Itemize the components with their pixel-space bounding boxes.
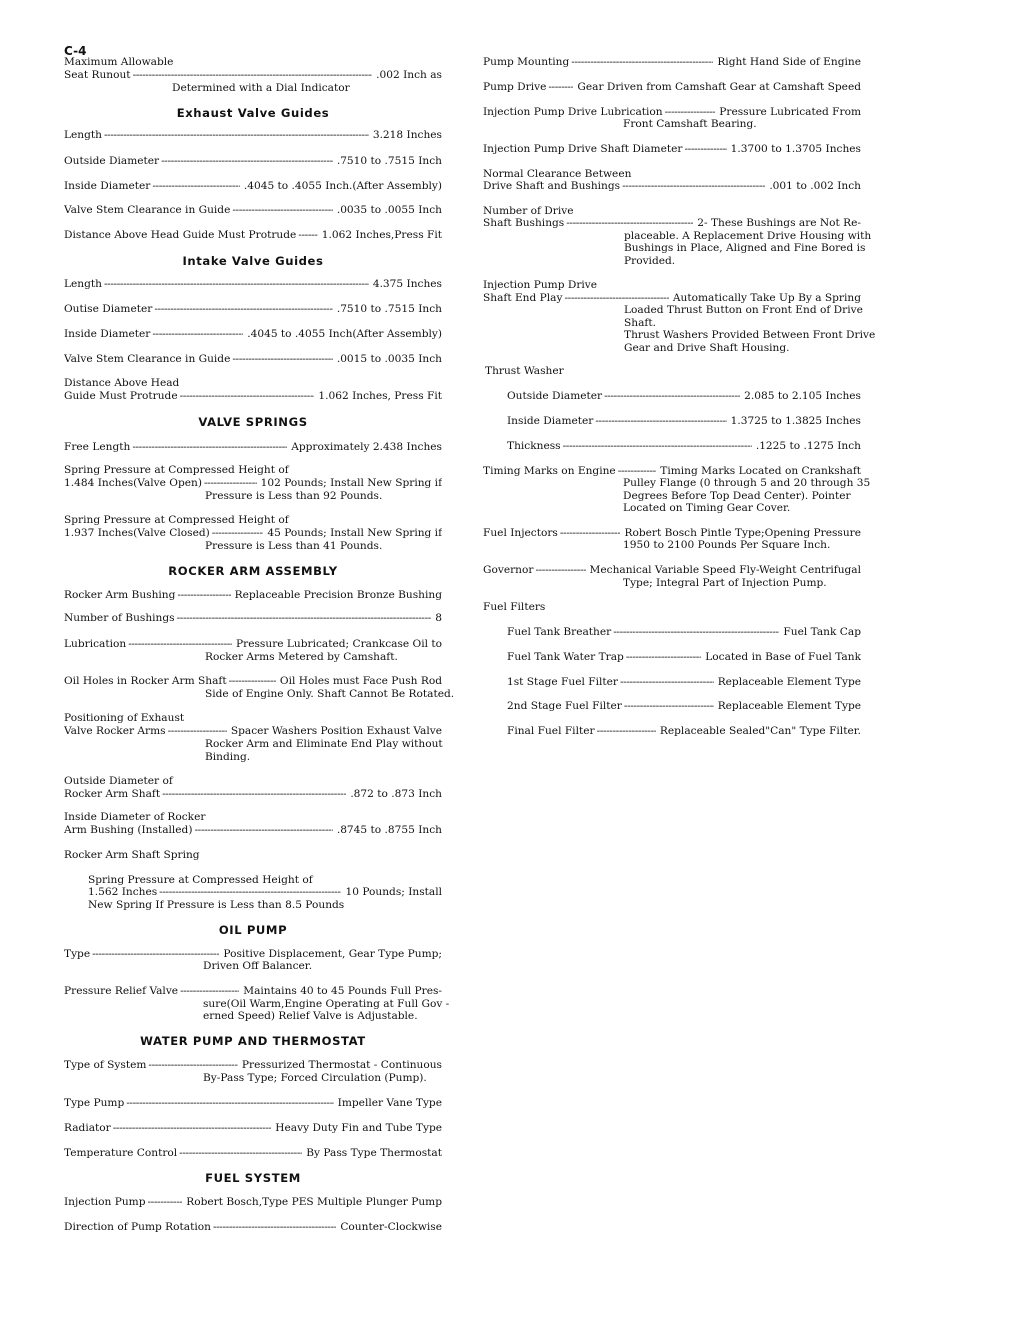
final-filter-row <box>507 725 861 738</box>
tw-thickness-row <box>507 440 861 453</box>
system-type-cont: By-Pass Type; Forced Circulation (Pump). <box>203 1072 427 1084</box>
spec-value: 102 Pounds; Install New Spring if <box>260 477 442 489</box>
spec-label: Guide Must Protrude <box>64 390 178 402</box>
positioning-row <box>64 725 442 738</box>
spec-label: 1.937 Inches(Valve Closed) <box>64 527 210 539</box>
spec-value: .4045 to .4055 Inch(After Assembly) <box>247 328 442 340</box>
pump-drive-row <box>483 81 861 94</box>
spring-open-row <box>64 477 442 490</box>
spec-label: Type <box>64 948 91 960</box>
spec-label: Type Pump <box>64 1097 125 1109</box>
spec-value: Replaceable Precision Bronze Bushing <box>234 589 442 601</box>
rocker-bushing-row <box>64 589 442 602</box>
intake-heading: Intake Valve Guides <box>182 254 324 268</box>
fuel-injectors-row <box>483 527 861 540</box>
spec-label: Outside Diameter <box>507 390 603 402</box>
water-pump-heading: WATER PUMP AND THERMOSTAT <box>140 1034 366 1048</box>
water-trap-row <box>507 651 861 664</box>
spec-label: Lubrication <box>64 638 127 650</box>
shaft-spring-label: Rocker Arm Shaft Spring <box>64 849 200 861</box>
intake-inside-row <box>64 328 442 341</box>
spec-label: Inside Diameter <box>64 180 151 192</box>
positioning-cont2: Binding. <box>205 751 251 763</box>
spec-value: 1.062 Inches, Press Fit <box>318 390 442 402</box>
shaft-spring-pressure-label1: Spring Pressure at Compressed Height of <box>88 874 313 886</box>
spec-label: Timing Marks on Engine <box>483 465 616 477</box>
end-play-cont4: Gear and Drive Shaft Housing. <box>624 342 790 354</box>
spec-label: Distance Above Head Guide Must Protrude <box>64 229 297 241</box>
breather-row <box>507 626 861 639</box>
injection-pump-row <box>64 1196 442 1209</box>
spec-value: .4045 to .4055 Inch.(After Assembly) <box>243 180 442 192</box>
spec-value: Timing Marks Located on Crankshaft <box>660 465 861 477</box>
seat-runout-cont: Determined with a Dial Indicator <box>172 82 350 94</box>
drive-lubrication-cont: Front Camshaft Bearing. <box>623 118 757 130</box>
spec-label: Valve Rocker Arms <box>64 725 166 737</box>
spec-value: Robert Bosch Pintle Type;Opening Pressure <box>624 527 861 539</box>
shaft-spring-cont: New Spring If Pressure is Less than 8.5 Pounds <box>88 899 345 911</box>
oil-holes-cont: Side of Engine Only. Shaft Cannot Be Rotated. <box>205 688 455 700</box>
type-pump-row <box>64 1097 442 1110</box>
spec-value: Replaceable Element Type <box>717 700 861 712</box>
relief-valve-cont1: sure(Oil Warm,Engine Operating at Full Gov - <box>203 998 450 1010</box>
spec-value: Replaceable Element Type <box>717 676 861 688</box>
exhaust-heading: Exhaust Valve Guides <box>176 106 330 120</box>
spring-closed-row <box>64 527 442 540</box>
bush-id-row <box>64 824 442 837</box>
spec-label: Free Length <box>64 441 131 453</box>
intake-length-row <box>64 278 442 291</box>
spec-value: By Pass Type Thermostat <box>306 1147 442 1159</box>
oil-pump-heading: OIL PUMP <box>218 923 288 937</box>
spec-value: .0015 to .0035 Inch <box>336 353 442 365</box>
spec-value: Positive Displacement, Gear Type Pump; <box>223 948 442 960</box>
spec-label: Valve Stem Clearance in Guide <box>64 204 231 216</box>
spec-label: Inside Diameter <box>507 415 594 427</box>
spec-value: Heavy Duty Fin and Tube Type <box>275 1122 442 1134</box>
stage1-filter-row <box>507 676 861 689</box>
thrust-washer-label: Thrust Washer <box>485 365 564 377</box>
system-type-row <box>64 1059 442 1072</box>
intake-protrude-row <box>64 390 442 403</box>
num-bushings-row <box>64 612 442 625</box>
governor-cont: Type; Integral Part of Injection Pump. <box>623 577 827 589</box>
spec-value: 1.3700 to 1.3705 Inches <box>730 143 861 155</box>
pump-rotation-row <box>64 1221 442 1234</box>
spec-value: .7510 to .7515 Inch <box>336 303 442 315</box>
valve-springs-heading: VALVE SPRINGS <box>198 415 308 429</box>
spec-value: 8 <box>435 612 442 624</box>
spec-value: 1.3725 to 1.3825 Inches <box>730 415 861 427</box>
spec-value: 2.085 to 2.105 Inches <box>744 390 861 402</box>
spec-label: Fuel Tank Water Trap <box>507 651 624 663</box>
spec-value: Fuel Tank Cap <box>783 626 861 638</box>
spec-label: Injection Pump <box>64 1196 146 1208</box>
seat-runout-label1: Maximum Allowable <box>64 56 174 68</box>
shaft-od-row <box>64 788 442 801</box>
spec-value: Counter-Clockwise <box>340 1221 442 1233</box>
spec-label: Shaft Bushings <box>483 217 565 229</box>
fuel-injectors-cont: 1950 to 2100 Pounds Per Square Inch. <box>623 539 831 551</box>
page-number: C-4 <box>64 44 87 58</box>
oil-type-row <box>64 948 442 961</box>
spec-label: Rocker Arm Shaft <box>64 788 161 800</box>
spec-value: Mechanical Variable Speed Fly-Weight Centrifugal <box>589 564 861 576</box>
spec-label: Direction of Pump Rotation <box>64 1221 211 1233</box>
positioning-label1: Positioning of Exhaust <box>64 712 185 724</box>
drive-bushings-label1: Number of Drive <box>483 205 574 217</box>
timing-marks-cont3: Located on Timing Gear Cover. <box>623 502 791 514</box>
intake-outside-row <box>64 303 442 316</box>
spec-label: Rocker Arm Bushing <box>64 589 176 601</box>
spring-closed-cont: Pressure is Less than 41 Pounds. <box>205 540 383 552</box>
oil-holes-row <box>64 675 442 688</box>
timing-marks-cont1: Pulley Flange (0 through 5 and 20 through 35 <box>623 477 871 489</box>
spring-open-label1: Spring Pressure at Compressed Height of <box>64 464 289 476</box>
temp-control-row <box>64 1147 442 1160</box>
spec-value: .7510 to .7515 Inch <box>336 155 442 167</box>
radiator-row <box>64 1122 442 1135</box>
spec-value: Robert Bosch,Type PES Multiple Plunger Pump <box>186 1196 442 1208</box>
rocker-heading: ROCKER ARM ASSEMBLY <box>168 564 338 578</box>
intake-protrude-label1: Distance Above Head <box>64 377 180 389</box>
end-play-cont3: Thrust Washers Provided Between Front Drive <box>624 329 876 341</box>
timing-marks-row <box>483 465 861 478</box>
spec-label: Outise Diameter <box>64 303 153 315</box>
fuel-filters-label: Fuel Filters <box>483 601 546 613</box>
spec-label: Temperature Control <box>64 1147 178 1159</box>
free-length-row <box>64 441 442 454</box>
spec-label: Valve Stem Clearance in Guide <box>64 353 231 365</box>
tw-inside-row <box>507 415 861 428</box>
spec-value: .001 to .002 Inch <box>769 180 861 192</box>
shaft-spring-pressure-row <box>88 886 442 899</box>
timing-marks-cont2: Degrees Before Top Dead Center). Pointer <box>623 490 851 502</box>
spec-label: Thickness <box>507 440 561 452</box>
spec-value: Pressurized Thermostat - Continuous <box>241 1059 442 1071</box>
exhaust-inside-row <box>64 180 442 193</box>
spec-value: .002 Inch as <box>376 69 442 81</box>
spec-value: Approximately 2.438 Inches <box>291 441 442 453</box>
stage2-filter-row <box>507 700 861 713</box>
spec-value: 1.062 Inches,Press Fit <box>321 229 442 241</box>
spec-label: Arm Bushing (Installed) <box>64 824 193 836</box>
spec-label: Radiator <box>64 1122 111 1134</box>
tw-outside-row <box>507 390 861 403</box>
bush-id-label1: Inside Diameter of Rocker <box>64 811 206 823</box>
spec-value: Replaceable Sealed"Can" Type Filter. <box>659 725 861 737</box>
fuel-system-heading: FUEL SYSTEM <box>205 1171 301 1185</box>
rocker-lubrication-cont: Rocker Arms Metered by Camshaft. <box>205 651 398 663</box>
governor-row <box>483 564 861 577</box>
exhaust-protrude-row <box>64 229 442 242</box>
drive-lubrication-row <box>483 106 861 119</box>
exhaust-clearance-row <box>64 204 442 217</box>
spec-label: Oil Holes in Rocker Arm Shaft <box>64 675 227 687</box>
seat-runout-row <box>64 69 442 82</box>
spec-label: 1st Stage Fuel Filter <box>507 676 618 688</box>
exhaust-length-row <box>64 129 442 142</box>
intake-clearance-row <box>64 353 442 366</box>
exhaust-outside-row <box>64 155 442 168</box>
spec-value: .872 to .873 Inch <box>350 788 442 800</box>
pump-mounting-row <box>483 56 861 69</box>
spec-label: Injection Pump Drive Shaft Diameter <box>483 143 683 155</box>
spec-label: Pump Drive <box>483 81 547 93</box>
clearance-row <box>483 180 861 193</box>
spec-value: Maintains 40 to 45 Pounds Full Pres- <box>243 985 442 997</box>
spec-value: 3.218 Inches <box>372 129 442 141</box>
relief-valve-row <box>64 985 442 998</box>
spec-value: 2- These Bushings are Not Re- <box>697 217 861 229</box>
spec-value: Right Hand Side of Engine <box>717 56 861 68</box>
drive-bushings-cont2: Bushings in Place, Aligned and Fine Bored is <box>624 242 866 254</box>
spec-value: .8745 to .8755 Inch <box>336 824 442 836</box>
spec-label: Inside Diameter <box>64 328 151 340</box>
spec-value: Pressure Lubricated; Crankcase Oil to <box>236 638 442 650</box>
spec-value: .1225 to .1275 Inch <box>755 440 861 452</box>
spec-label: Outside Diameter <box>64 155 160 167</box>
spec-value: 4.375 Inches <box>372 278 442 290</box>
clearance-label1: Normal Clearance Between <box>483 168 632 180</box>
spec-label: Length <box>64 129 102 141</box>
drive-shaft-diameter-row <box>483 143 861 156</box>
spring-closed-label1: Spring Pressure at Compressed Height of <box>64 514 289 526</box>
spec-label: Pressure Relief Valve <box>64 985 179 997</box>
spec-label: Length <box>64 278 102 290</box>
oil-type-cont: Driven Off Balancer. <box>203 960 313 972</box>
end-play-cont1: Loaded Thrust Button on Front End of Drive <box>624 304 863 316</box>
rocker-lubrication-row <box>64 638 442 651</box>
spec-value: Located in Base of Fuel Tank <box>705 651 861 663</box>
spec-value: Spacer Washers Position Exhaust Valve <box>230 725 442 737</box>
spec-label: 1.562 Inches <box>88 886 158 898</box>
spec-value: Automatically Take Up By a Spring <box>672 292 861 304</box>
spec-value: Pressure Lubricated From <box>719 106 861 118</box>
spec-label: 2nd Stage Fuel Filter <box>507 700 622 712</box>
spec-label: Pump Mounting <box>483 56 570 68</box>
spec-label: Fuel Injectors <box>483 527 558 539</box>
spec-value: Impeller Vane Type <box>337 1097 442 1109</box>
spec-label: Final Fuel Filter <box>507 725 595 737</box>
spec-label: Fuel Tank Breather <box>507 626 612 638</box>
spec-label: Type of System <box>64 1059 147 1071</box>
drive-bushings-cont1: placeable. A Replacement Drive Housing with <box>624 230 872 242</box>
spring-open-cont: Pressure is Less than 92 Pounds. <box>205 490 383 502</box>
spec-value: 10 Pounds; Install <box>345 886 442 898</box>
spec-label: Seat Runout <box>64 69 131 81</box>
spec-value: .0035 to .0055 Inch <box>336 204 442 216</box>
end-play-label1: Injection Pump Drive <box>483 279 598 291</box>
end-play-cont2: Shaft. <box>624 317 656 329</box>
spec-value: 45 Pounds; Install New Spring if <box>267 527 442 539</box>
relief-valve-cont2: erned Speed) Relief Valve is Adjustable. <box>203 1010 418 1022</box>
positioning-cont1: Rocker Arm and Eliminate End Play without <box>205 738 443 750</box>
spec-label: Governor <box>483 564 534 576</box>
spec-label: Drive Shaft and Bushings <box>483 180 621 192</box>
spec-label: Number of Bushings <box>64 612 175 624</box>
drive-bushings-cont3: Provided. <box>624 255 676 267</box>
spec-value: Gear Driven from Camshaft Gear at Camshaft Speed <box>577 81 861 93</box>
drive-bushings-row <box>483 217 861 230</box>
spec-label: Injection Pump Drive Lubrication <box>483 106 663 118</box>
spec-label: Shaft End Play <box>483 292 563 304</box>
end-play-row <box>483 292 861 305</box>
spec-label: 1.484 Inches(Valve Open) <box>64 477 202 489</box>
spec-value: Oil Holes must Face Push Rod <box>279 675 442 687</box>
shaft-od-label1: Outside Diameter of <box>64 775 173 787</box>
